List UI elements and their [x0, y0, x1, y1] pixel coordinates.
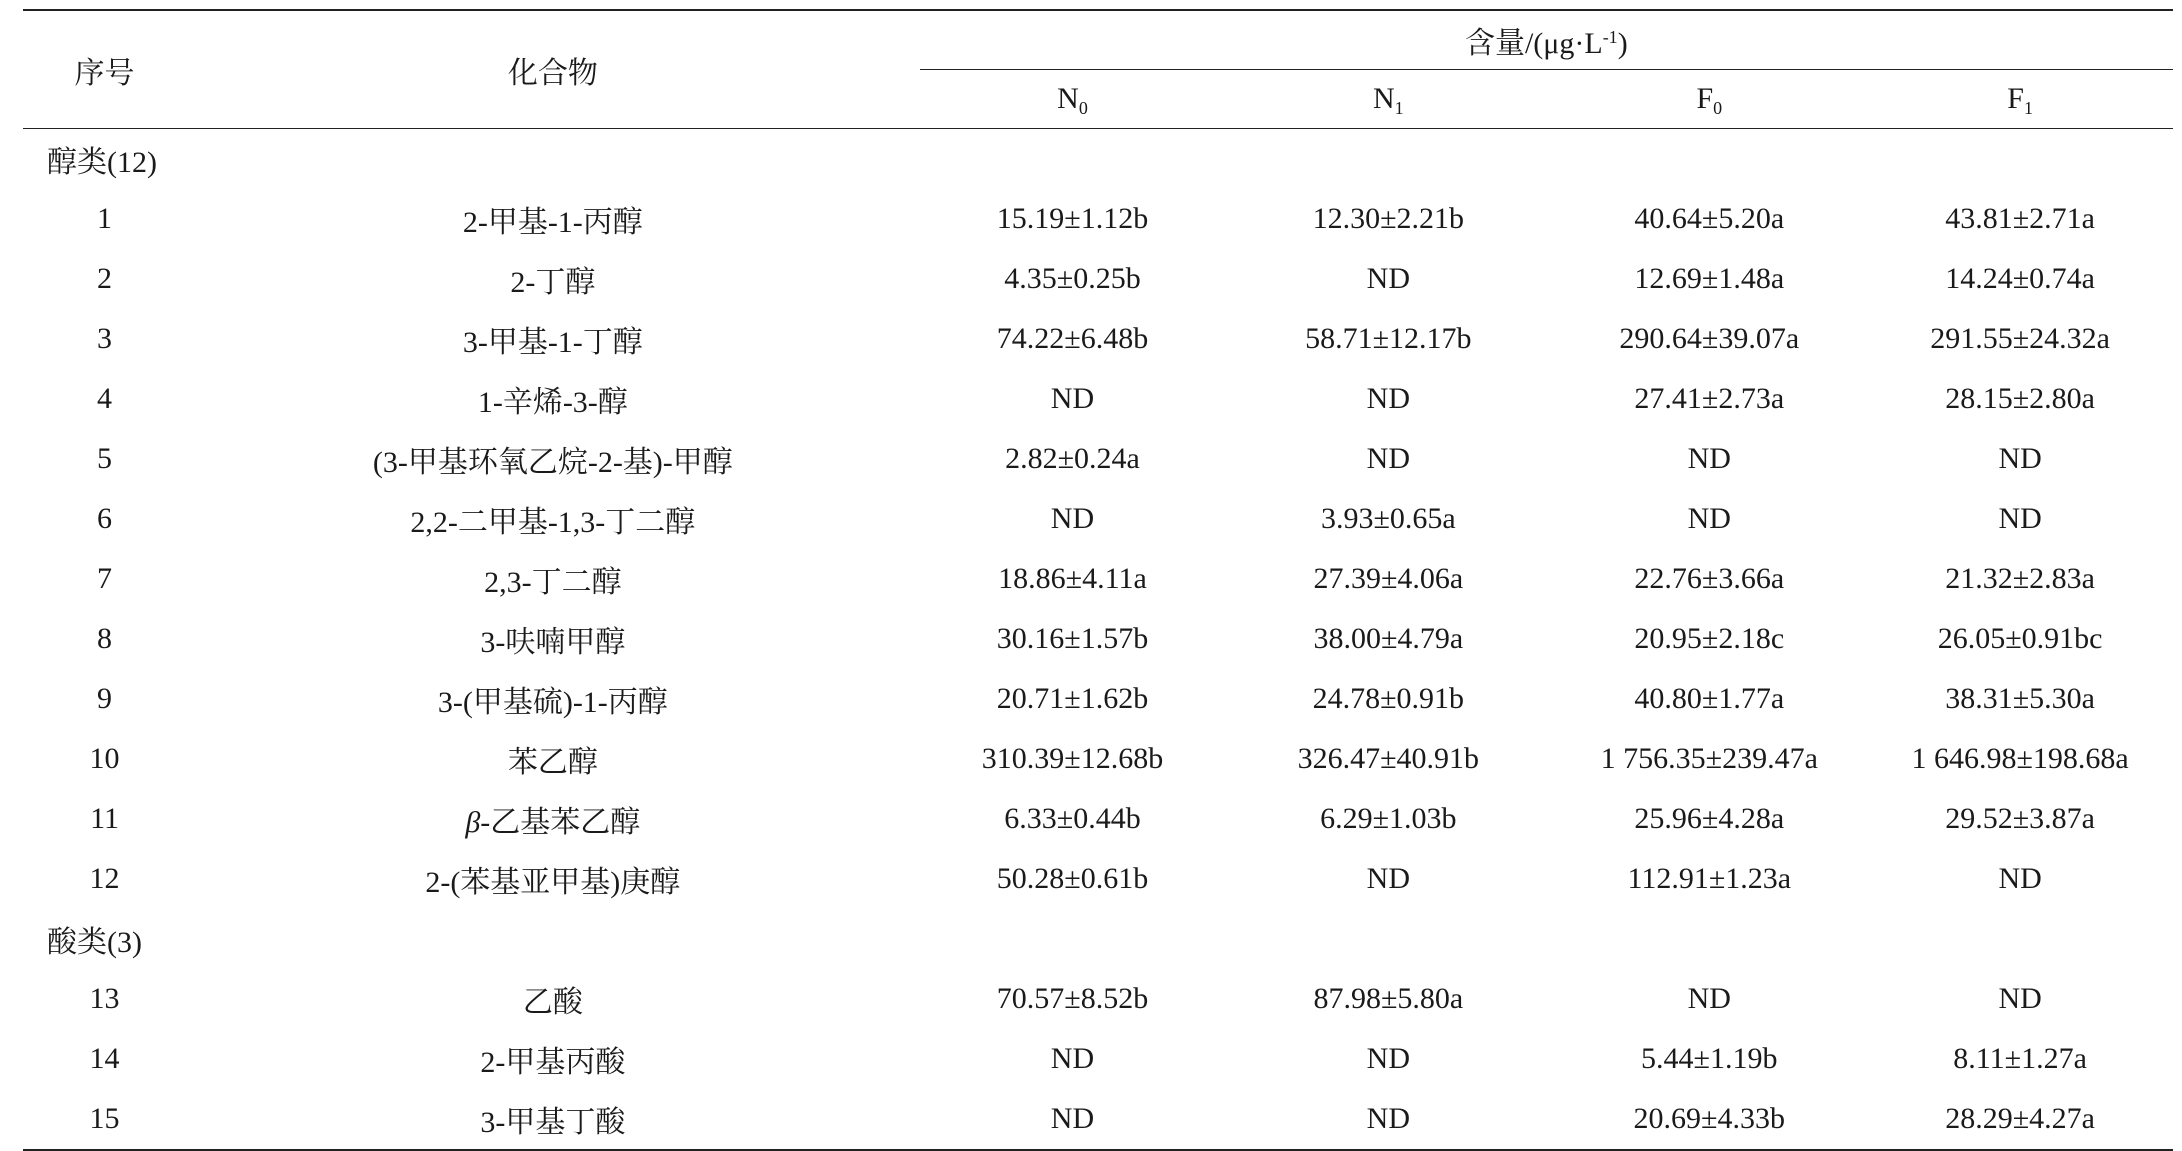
table-row	[23, 849, 2173, 909]
value-f0: 40.80±1.77a	[1634, 682, 1785, 715]
row-index: 7	[97, 562, 112, 595]
row-index: 3	[97, 322, 112, 355]
value-f1: 29.52±3.87a	[1945, 802, 2095, 835]
compound-name: 1-辛烯-3-醇	[477, 386, 628, 419]
row-index: 10	[89, 742, 120, 775]
compound-name: 3-甲基-1-丁醇	[462, 326, 643, 359]
group-row	[23, 129, 2173, 190]
value-f1: ND	[1998, 502, 2042, 535]
compound-name: 乙酸	[522, 986, 583, 1019]
compound-name: 3-呋喃甲醇	[480, 626, 626, 659]
compound-name: (3-甲基环氧乙烷-2-基)-甲醇	[372, 446, 733, 479]
value-n0: ND	[1050, 502, 1095, 535]
value-n1: ND	[1366, 382, 1410, 415]
data-table-container	[23, 9, 2173, 1151]
compound-name: 2-(苯基亚甲基)庚醇	[425, 866, 681, 899]
header-content	[920, 10, 2173, 70]
group-row	[23, 909, 2173, 969]
header-col-n1: $N_1$	[1225, 70, 1551, 129]
value-f1: 38.31±5.30a	[1945, 682, 2095, 715]
value-f1: ND	[1998, 862, 2042, 895]
value-f0: 25.96±4.28a	[1634, 802, 1785, 835]
value-f1: 28.29±4.27a	[1867, 1089, 2173, 1150]
group-label: 醇类(12)	[47, 146, 157, 179]
compound-name: 2-甲基-1-丙醇	[462, 206, 643, 239]
value-f0: 22.76±3.66a	[1634, 562, 1785, 595]
header-content-unit-exponent: -1	[1602, 27, 1618, 47]
value-n1: 38.00±4.79a	[1313, 622, 1464, 655]
row-index: 11	[90, 802, 119, 835]
value-n0: 50.28±0.61b	[996, 862, 1149, 895]
value-f0: 12.69±1.48a	[1634, 262, 1785, 295]
compound-name: 2,3-丁二醇	[484, 566, 622, 599]
value-f0: ND	[1687, 982, 1731, 1015]
value-f1: 43.81±2.71a	[1945, 202, 2095, 235]
value-f0: 290.64±39.07a	[1619, 322, 1800, 355]
value-n0: 70.57±8.52b	[996, 982, 1149, 1015]
header-index-label: 序号	[74, 56, 135, 90]
value-f1: 28.15±2.80a	[1945, 382, 2095, 415]
value-n1: 24.78±0.91b	[1312, 682, 1465, 715]
header-compound	[186, 10, 920, 129]
value-n1: ND	[1366, 442, 1410, 475]
compound-name: 2-丁醇	[510, 266, 596, 299]
value-n0: 2.82±0.24a	[1005, 442, 1140, 475]
value-n0: 74.22±6.48b	[996, 322, 1149, 355]
compound-name: 2-甲基丙酸	[480, 1046, 626, 1079]
value-n0: 20.71±1.62b	[996, 682, 1149, 715]
value-n0: ND	[920, 1089, 1226, 1150]
header-col-n0: $N_0$	[920, 70, 1226, 129]
value-n1: 3.93±0.65a	[1320, 502, 1456, 535]
value-n1: 58.71±12.17b	[1305, 322, 1472, 355]
row-index: 8	[97, 622, 112, 655]
table-row	[23, 189, 2173, 249]
row-index: 5	[97, 442, 112, 475]
value-f1: 26.05±0.91bc	[1937, 622, 2103, 655]
compound-name: β-乙基苯乙醇	[465, 806, 641, 839]
value-f0: 20.69±4.33b	[1551, 1089, 1867, 1150]
table-row	[23, 729, 2173, 789]
header-col-f1: $F_1$	[1867, 70, 2173, 129]
table-row	[23, 549, 2173, 609]
value-n0: ND	[1050, 1042, 1095, 1075]
row-index: 6	[97, 502, 112, 535]
value-f1: 8.11±1.27a	[1953, 1042, 2087, 1075]
row-index: 13	[89, 982, 120, 1015]
table-row	[23, 429, 2173, 489]
value-f0: 27.41±2.73a	[1634, 382, 1785, 415]
row-index: 4	[97, 382, 112, 415]
compound-content-table	[23, 9, 2173, 1151]
table-body	[23, 129, 2173, 1151]
table-row	[23, 369, 2173, 429]
value-n0: 310.39±12.68b	[981, 742, 1164, 775]
value-f1: ND	[1998, 442, 2042, 475]
group-label: 酸类(3)	[47, 926, 142, 959]
value-f0: ND	[1687, 502, 1731, 535]
compound-name: 3-甲基丁酸	[186, 1089, 920, 1150]
value-n0: 15.19±1.12b	[996, 202, 1149, 235]
compound-name: 2,2-二甲基-1,3-丁二醇	[410, 506, 696, 539]
value-n1: 12.30±2.21b	[1312, 202, 1465, 235]
value-n0: 4.35±0.25b	[1004, 262, 1141, 295]
table-row	[23, 1089, 2173, 1150]
value-n1: 326.47±40.91b	[1297, 742, 1480, 775]
value-f0: 5.44±1.19b	[1641, 1042, 1778, 1075]
header-col-f0: $F_0$	[1551, 70, 1867, 129]
row-index: 1	[97, 202, 112, 235]
value-n1: ND	[1366, 262, 1410, 295]
value-n1: ND	[1366, 862, 1410, 895]
value-n1: ND	[1225, 1089, 1551, 1150]
value-n1: ND	[1366, 1042, 1410, 1075]
compound-name: 苯乙醇	[507, 746, 598, 779]
value-f0: ND	[1687, 442, 1731, 475]
table-row	[23, 609, 2173, 669]
row-index: 15	[23, 1089, 186, 1150]
value-n1: 87.98±5.80a	[1313, 982, 1464, 1015]
value-f1: ND	[1998, 982, 2042, 1015]
table-row	[23, 669, 2173, 729]
table-row	[23, 1029, 2173, 1089]
value-n0: 6.33±0.44b	[1004, 802, 1141, 835]
table-row	[23, 789, 2173, 849]
row-index: 9	[97, 682, 112, 715]
value-f1: 291.55±24.32a	[1930, 322, 2110, 355]
value-f0: 1 756.35±239.47a	[1600, 742, 1818, 775]
value-f0: 20.95±2.18c	[1634, 622, 1785, 655]
value-f1: 1 646.98±198.68a	[1911, 742, 2129, 775]
table-row	[23, 969, 2173, 1029]
row-index: 14	[89, 1042, 120, 1075]
value-f1: 14.24±0.74a	[1945, 262, 2095, 295]
header-compound-label: 化合物	[507, 56, 598, 90]
value-n0: 18.86±4.11a	[998, 562, 1147, 595]
value-f0: 40.64±5.20a	[1634, 202, 1785, 235]
value-n1: 6.29±1.03b	[1320, 802, 1457, 835]
table-row	[23, 309, 2173, 369]
value-f1: 21.32±2.83a	[1945, 562, 2095, 595]
value-f0: 112.91±1.23a	[1627, 862, 1792, 895]
header-index	[23, 10, 186, 129]
header-content-close: )	[1617, 27, 1628, 60]
table-row	[23, 489, 2173, 549]
value-n0: 30.16±1.57b	[996, 622, 1149, 655]
table-row	[23, 249, 2173, 309]
value-n0: ND	[1050, 382, 1095, 415]
beta-symbol: β	[465, 806, 481, 839]
row-index: 2	[97, 262, 112, 295]
row-index: 12	[89, 862, 120, 895]
value-n1: 27.39±4.06a	[1313, 562, 1464, 595]
header-content-label: 含量/(μg·L	[1464, 27, 1603, 60]
compound-name: 3-(甲基硫)-1-丙醇	[437, 686, 668, 719]
